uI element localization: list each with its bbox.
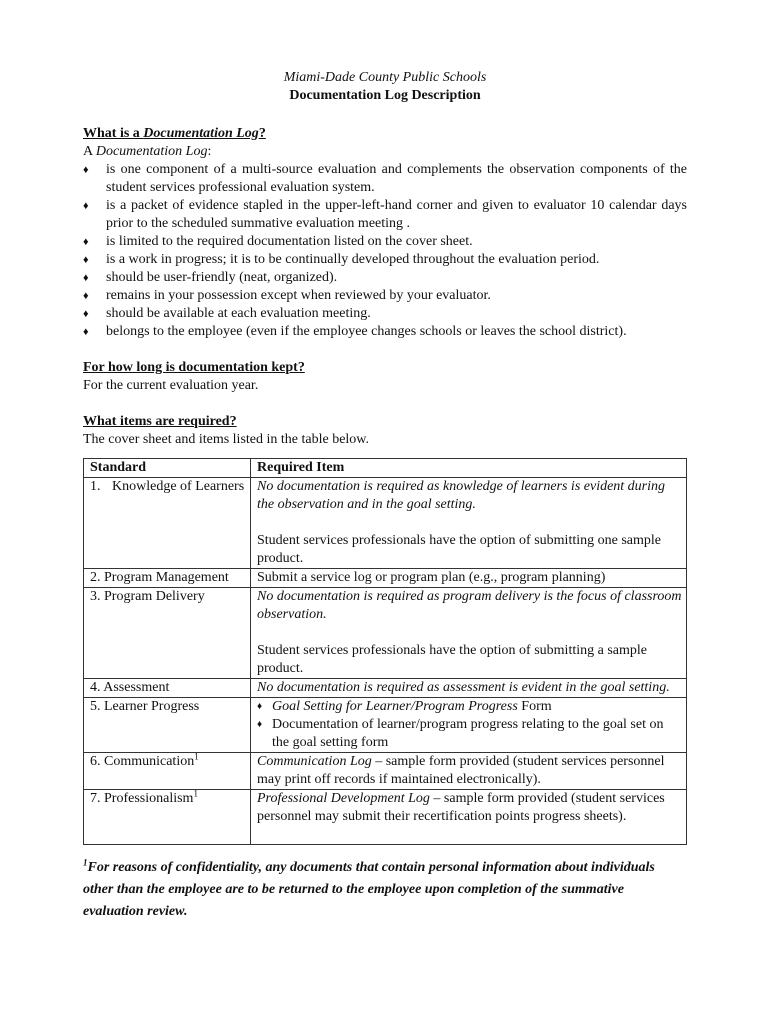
diamond-bullet-icon: ♦ — [83, 308, 89, 320]
standard-cell: 4. Assessment — [84, 679, 251, 698]
required-item-note: No documentation is required as program delivery is the focus of classroom observation. — [257, 589, 682, 622]
required-item-cell — [251, 753, 687, 790]
column-header-standard: Standard — [84, 459, 251, 478]
list-item — [83, 269, 687, 287]
footnote-marker: 1 — [83, 857, 88, 868]
section-what-is — [83, 125, 687, 341]
footnote-marker: 1 — [194, 751, 199, 762]
column-header-required-item: Required Item — [251, 459, 687, 478]
required-item-cell — [251, 588, 687, 679]
org-name: Miami-Dade County Public Schools — [283, 70, 487, 85]
required-item-cell — [251, 698, 687, 753]
standard-name: 6. Communication — [90, 754, 195, 769]
required-item-cell — [251, 790, 687, 845]
standard-cell: 5. Learner Progress — [84, 698, 251, 753]
table-row — [84, 478, 687, 569]
question-what-is — [83, 125, 687, 143]
list-item — [83, 197, 687, 233]
document-header — [83, 69, 687, 105]
list-item — [83, 287, 687, 305]
log-description: – sample form provided (student services personnel may print off records if maintained electronically). — [257, 754, 665, 787]
list-item — [83, 305, 687, 323]
footnote — [83, 857, 687, 923]
spacer — [257, 624, 682, 642]
standard-name: Knowledge of Learners — [112, 479, 245, 494]
standard-cell: 3. Program Delivery — [84, 588, 251, 679]
required-item-option: Student services professionals have the option of submitting a sample product. — [257, 643, 647, 676]
q3-heading: What items are required? — [83, 414, 237, 429]
bullet-text: is one component of a multi-source evaluation and complements the observation components of the student services professional evaluation system. — [106, 162, 687, 195]
required-item-cell — [251, 478, 687, 569]
diamond-bullet-icon: ♦ — [257, 701, 263, 712]
standard-cell — [84, 478, 251, 569]
q2-heading: For how long is documentation kept? — [83, 360, 305, 375]
q1-intro-prefix: A — [83, 144, 96, 159]
required-item-cell: Submit a service log or program plan (e.g., program planning) — [251, 569, 687, 588]
standard-number: 1. — [90, 479, 101, 494]
document-page — [83, 69, 687, 923]
question-how-long — [83, 359, 687, 377]
table-row — [84, 679, 687, 698]
bullet-text: should be available at each evaluation meeting. — [106, 306, 371, 321]
log-description: – sample form provided (student services personnel may submit their recertification points progress sheets). — [257, 791, 665, 824]
section-required-items — [83, 413, 687, 449]
diamond-bullet-icon: ♦ — [83, 326, 89, 338]
section-how-long — [83, 359, 687, 395]
list-item — [257, 716, 682, 752]
diamond-bullet-icon: ♦ — [257, 719, 263, 730]
diamond-bullet-icon: ♦ — [83, 164, 89, 176]
diamond-bullet-icon: ♦ — [83, 272, 89, 284]
footnote-marker: 1 — [193, 788, 198, 799]
diamond-bullet-icon: ♦ — [83, 254, 89, 266]
q1-intro-suffix: : — [207, 144, 212, 159]
standard-cell — [84, 753, 251, 790]
list-item — [83, 233, 687, 251]
form-suffix: Form — [517, 699, 552, 714]
table-row — [84, 753, 687, 790]
bullet-text: is limited to the required documentation listed on the cover sheet. — [106, 234, 473, 249]
bullet-text: belongs to the employee (even if the employee changes schools or leaves the school district). — [106, 324, 627, 339]
diamond-bullet-icon: ♦ — [83, 200, 89, 212]
bullet-text: is a packet of evidence stapled in the upper-left-hand corner and given to evaluator 10 calendar days prior to the scheduled summative evaluation meeting . — [106, 198, 687, 231]
q1-bullet-list — [83, 161, 687, 341]
log-name: Communication Log — [257, 754, 372, 769]
list-item — [83, 161, 687, 197]
table-row — [84, 790, 687, 845]
standard-cell: 2. Program Management — [84, 569, 251, 588]
list-item — [83, 251, 687, 269]
form-name: Goal Setting for Learner/Program Progress — [272, 699, 518, 714]
required-item-cell: No documentation is required as assessment is evident in the goal setting. — [251, 679, 687, 698]
standard-name: 7. Professionalism — [90, 791, 194, 806]
q1-intro-italic: Documentation Log — [95, 144, 208, 159]
table-row — [84, 588, 687, 679]
q1-heading-prefix: What is a — [83, 126, 144, 141]
required-item-note: No documentation is required as knowledge of learners is evident during the observation and in the goal setting. — [257, 479, 666, 512]
question-required-items — [83, 413, 687, 431]
requirements-table — [83, 458, 687, 845]
footnote-text: For reasons of confidentiality, any documents that contain personal information about individuals other than the employee are to be returned to the employee upon completion of the summative evaluation review. — [83, 860, 655, 919]
table-header-row — [84, 459, 687, 478]
standard-knowledge — [90, 478, 246, 496]
log-name: Professional Development Log — [257, 791, 430, 806]
list-item — [257, 698, 682, 716]
q2-answer: For the current evaluation year. — [83, 378, 259, 393]
table-row — [84, 698, 687, 753]
table-row — [84, 569, 687, 588]
standard-cell — [84, 790, 251, 845]
diamond-bullet-icon: ♦ — [83, 290, 89, 302]
q1-heading-suffix: ? — [258, 126, 266, 141]
list-item — [83, 323, 687, 341]
document-title: Documentation Log Description — [289, 88, 481, 103]
bullet-text: is a work in progress; it is to be continually developed throughout the evaluation period. — [106, 252, 600, 267]
q1-intro — [83, 143, 687, 161]
required-item-list — [257, 698, 682, 752]
required-item-option: Student services professionals have the option of submitting one sample product. — [257, 533, 661, 566]
bullet-text: remains in your possession except when reviewed by your evaluator. — [106, 288, 491, 303]
diamond-bullet-icon: ♦ — [83, 236, 89, 248]
q1-heading-italic: Documentation Log — [143, 126, 259, 141]
bullet-text: Documentation of learner/program progress relating to the goal set on the goal setting form — [272, 717, 664, 750]
q3-answer: The cover sheet and items listed in the table below. — [83, 432, 370, 447]
bullet-text: should be user-friendly (neat, organized). — [106, 270, 338, 285]
spacer — [257, 514, 682, 532]
